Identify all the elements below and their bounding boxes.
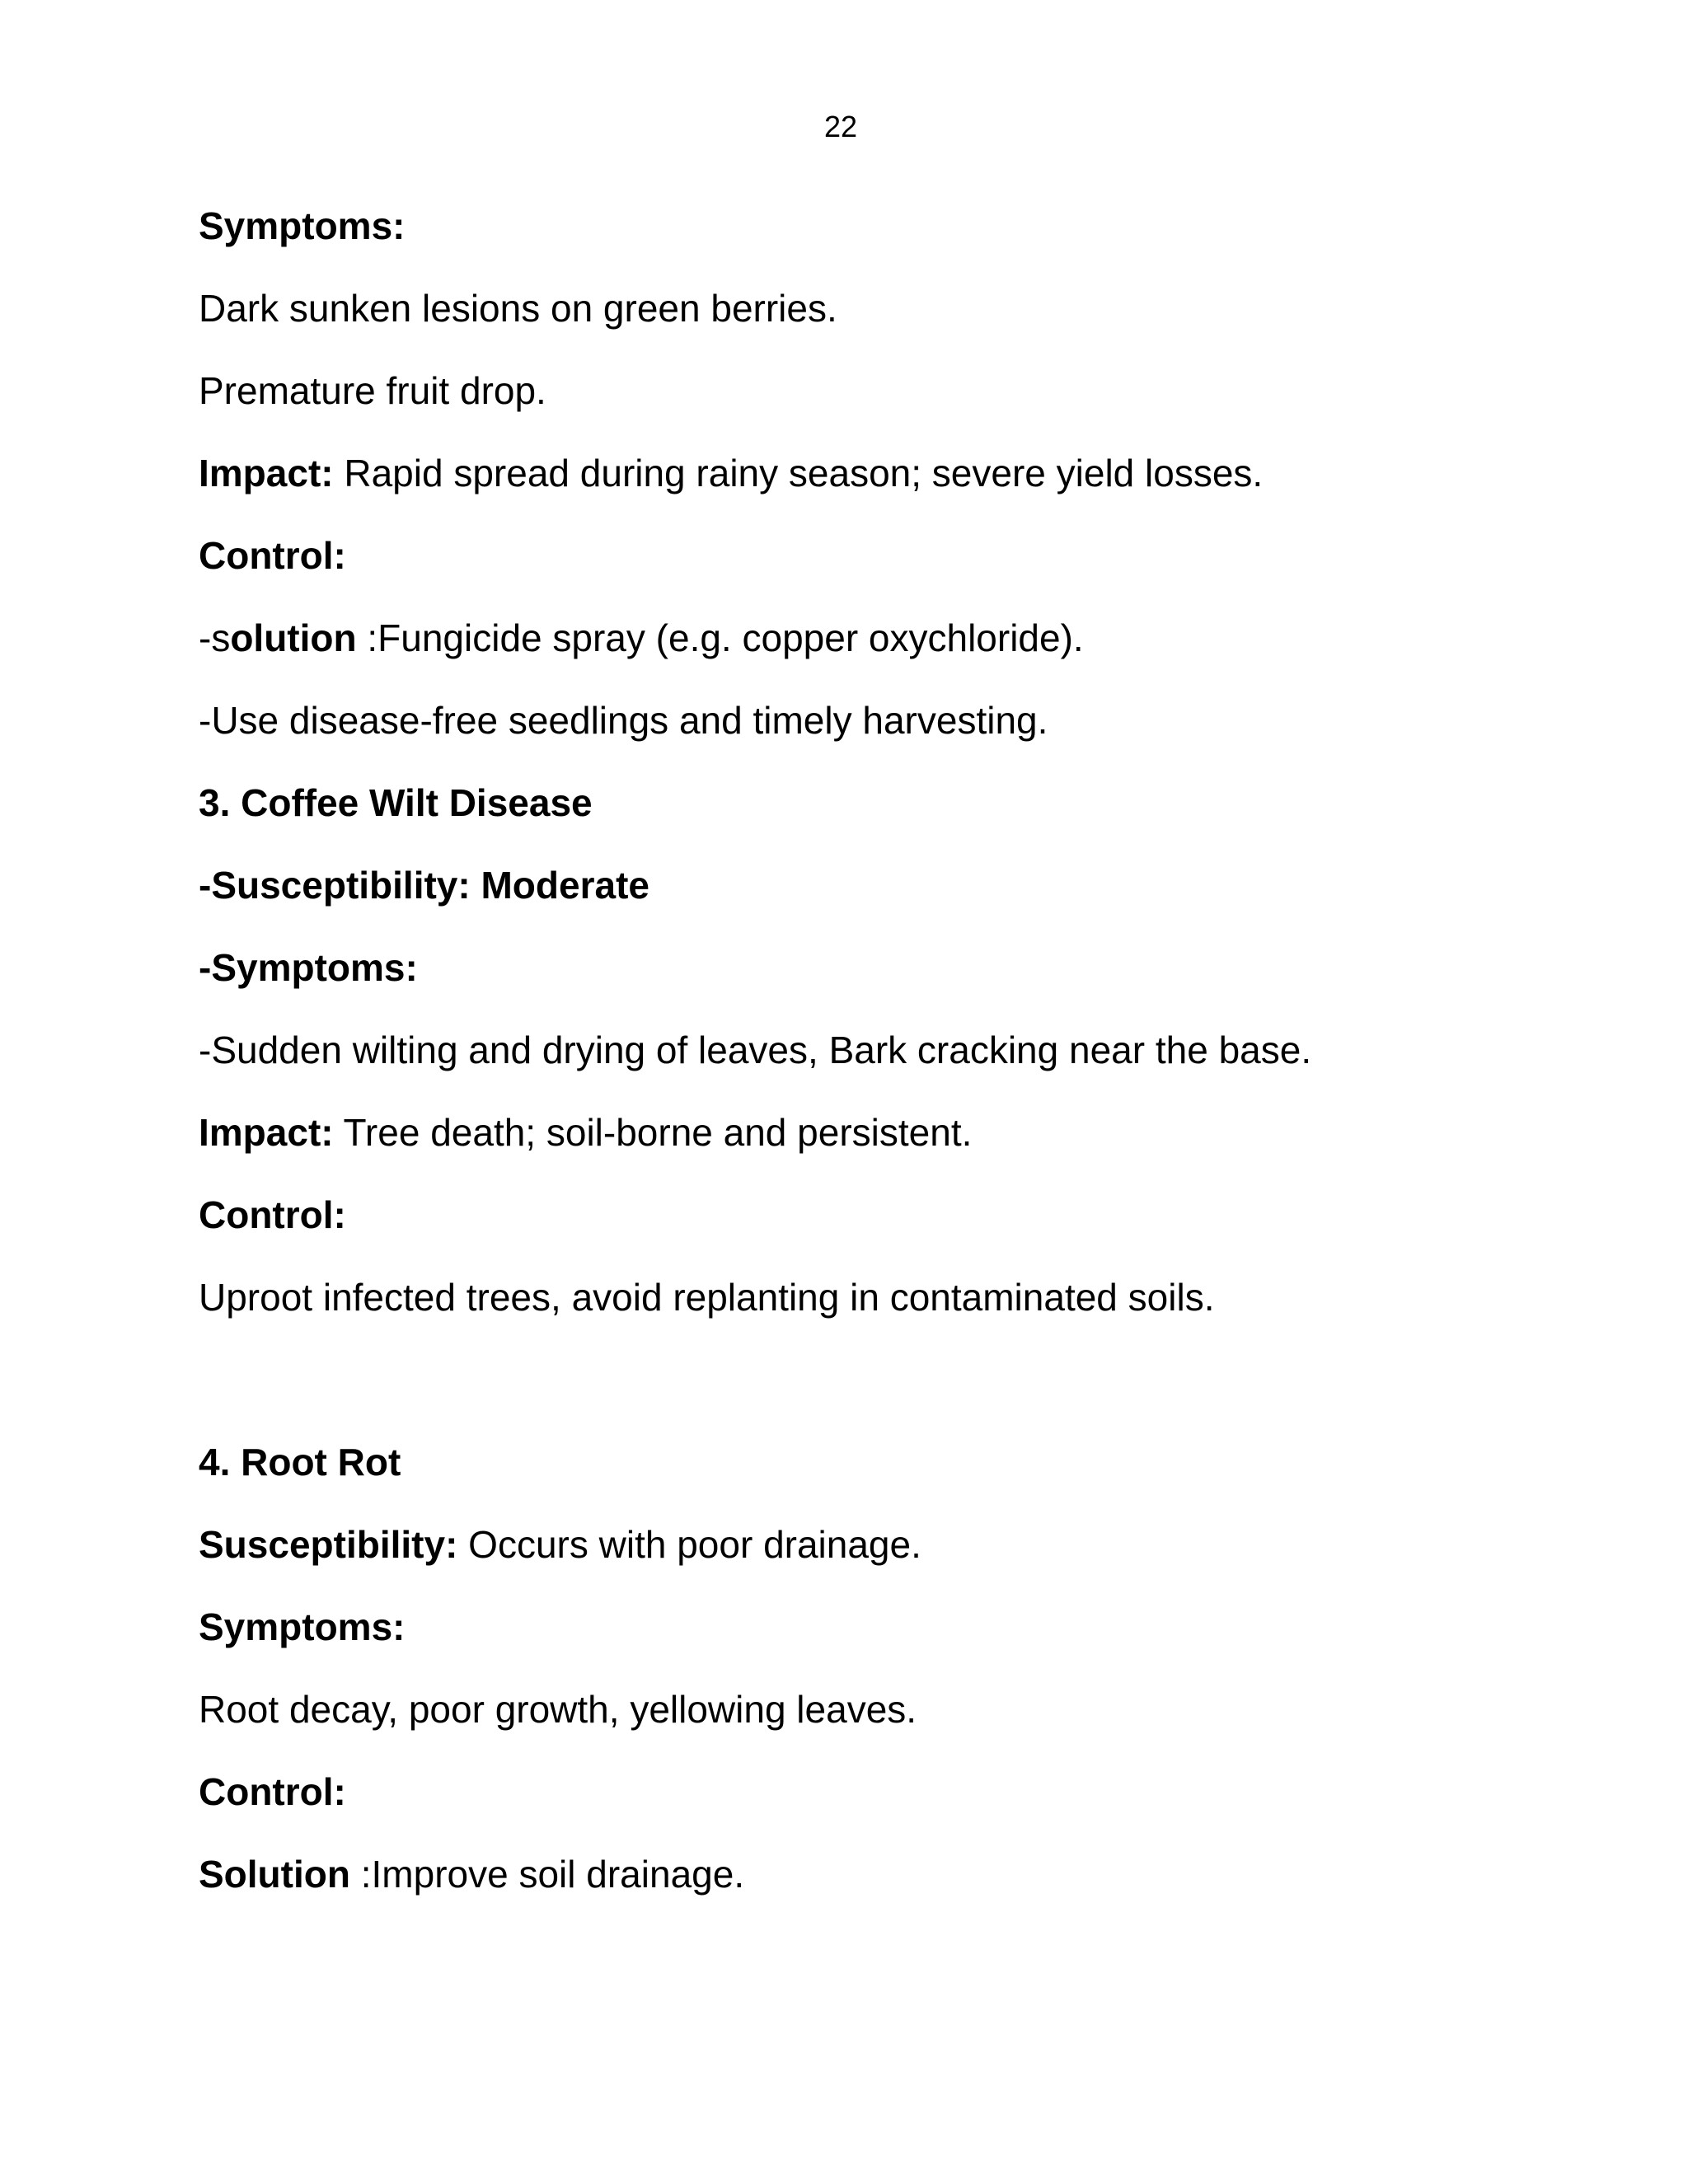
control-line [199,1272,1214,1322]
impact-line [199,448,1263,498]
section-heading-coffee-wilt [199,778,593,827]
impact-text: Tree death; soil-borne and persistent. [333,1111,973,1154]
impact-label: Impact: [199,1111,334,1154]
susceptibility-line [199,1520,921,1569]
body-text: Uproot infected trees, avoid replanting in contaminated soils. [199,1276,1215,1319]
susceptibility-line [199,860,649,910]
heading-text: Control: [199,1770,346,1813]
heading-text: 4. Root Rot [199,1441,401,1483]
impact-label: Impact: [199,452,334,494]
control-heading [199,1767,346,1816]
control-heading [199,531,346,580]
solution-line [199,613,1084,663]
heading-text: 3. Coffee Wilt Disease [199,781,593,824]
body-text: -Use disease-free seedlings and timely harvesting. [199,699,1048,742]
symptom-line [199,284,837,333]
solution-label: olution [230,616,357,659]
heading-text: Control: [199,534,346,577]
body-text: Premature fruit drop. [199,369,546,412]
heading-text: -Susceptibility: Moderate [199,864,649,907]
body-text: Dark sunken lesions on green berries. [199,287,837,330]
symptom-line [199,1025,1311,1075]
solution-label: Solution [199,1853,350,1896]
symptoms-heading [199,943,418,992]
symptom-line [199,366,546,415]
body-text: -Sudden wilting and drying of leaves, Bark cracking near the base. [199,1029,1312,1071]
impact-line [199,1108,972,1157]
impact-text: Rapid spread during rainy season; severe yield losses. [333,452,1264,494]
section-heading-root-rot [199,1437,401,1487]
body-text: Root decay, poor growth, yellowing leaves. [199,1688,917,1731]
heading-text: Symptoms: [199,204,406,247]
susceptibility-text: Occurs with poor drainage. [457,1523,921,1566]
solution-text: :Fungicide spray (e.g. copper oxychloride). [356,616,1084,659]
heading-text: -Symptoms: [199,946,418,989]
heading-text: Control: [199,1193,346,1236]
control-heading [199,1190,346,1240]
solution-prefix: -s [199,616,231,659]
heading-text: Symptoms: [199,1605,406,1648]
solution-line [199,1849,744,1899]
susceptibility-label: Susceptibility: [199,1523,458,1566]
symptoms-heading [199,201,405,251]
symptoms-heading [199,1602,405,1652]
symptom-line [199,1685,917,1734]
solution-text: :Improve soil drainage. [349,1853,745,1896]
control-line [199,696,1048,745]
page-number: 22 [823,110,858,143]
